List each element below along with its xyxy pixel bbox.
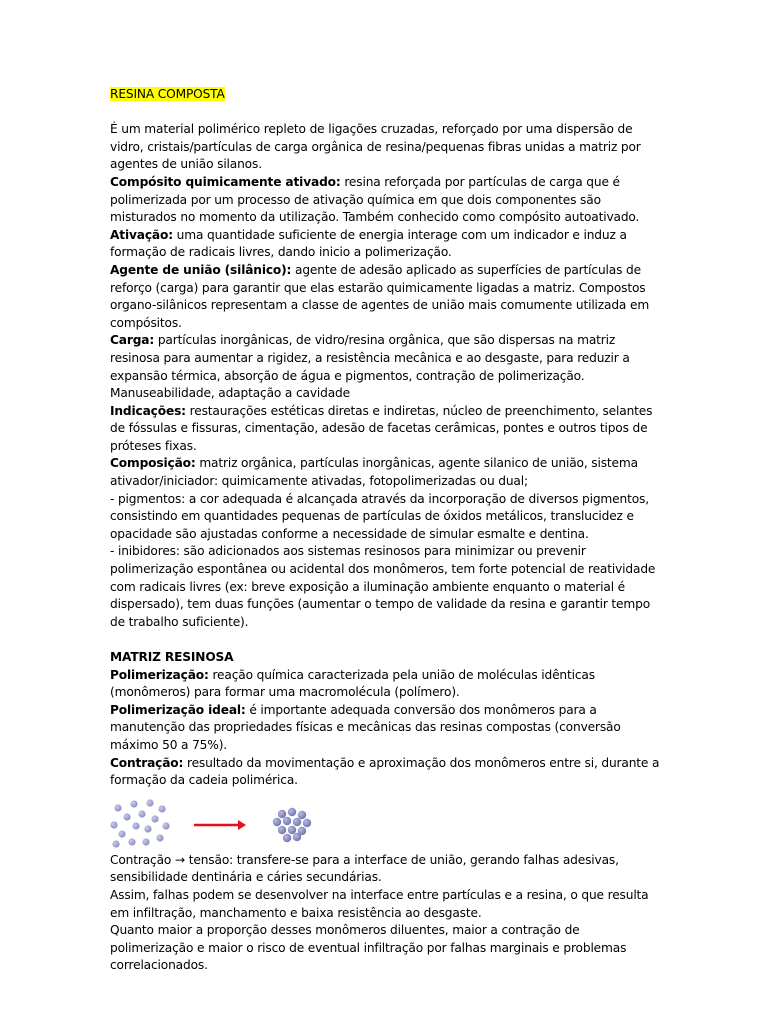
blank-line	[110, 631, 662, 649]
definition-term: Carga:	[110, 333, 155, 348]
title-line	[110, 86, 662, 104]
monomer-particle	[130, 800, 137, 807]
definition-text: uma quantidade suficiente de energia interage com um indicador e induz a formação de radicais livres, dando inicio a polimerização.	[110, 227, 627, 260]
section-heading	[110, 649, 662, 667]
definition-term: Polimerização:	[110, 667, 209, 682]
contraction-tension-paragraph	[110, 852, 662, 887]
definition-term: Composição:	[110, 456, 196, 471]
monomer-particle	[114, 804, 121, 811]
monomer-particle	[278, 826, 286, 834]
monomer-particle	[162, 822, 169, 829]
monomer-particle	[142, 838, 149, 845]
monomer-particle	[298, 811, 306, 819]
definition-text: resina reforçada por partículas de carga que é polimerizada por um processo de ativação química em que dois componentes são misturados no momento da utilização. Também conhecido como compósito autoativado.	[110, 174, 640, 225]
diluent-monomers-paragraph: Quanto maior a proporção desses monômeros diluentes, maior a contração de polimerização e maior o risco de eventual infiltração por falhas marginais e problemas correlacionados.	[110, 923, 627, 973]
definition-term: Contração:	[110, 755, 184, 770]
section-heading-text: MATRIZ RESINOSA	[110, 650, 234, 664]
definition-chemically-activated	[110, 174, 662, 227]
monomer-particle	[110, 821, 117, 828]
definition-text: partículas inorgânicas, de vidro/resina orgânica, que são dispersas na matriz resinosa para aumentar a rigidez, a resistência mecânica e ao desgaste, para reduzir a expansão térmica, absorção de água e pigmentos, contração de polimerização. Manuseabilidade, adaptação a cavidade	[110, 333, 630, 401]
definition-term: Ativação:	[110, 227, 173, 242]
right-arrow-icon: →	[174, 852, 186, 867]
contraction-diagram	[110, 798, 662, 850]
list-item-inhibitors: - inibidores: são adicionados aos sistemas resinosos para minimizar ou prevenir polimerização espontânea ou acidental dos monômeros, tem forte potencial de reatividade com radicais livres (ex: breve exposição a iluminação ambiente enquanto o material é dispersado), tem duas funções (aumentar o tempo de validade da resina e garantir tempo de trabalho suficiente).	[110, 544, 656, 629]
monomer-particle	[123, 813, 130, 820]
failures-paragraph: Assim, falhas podem se desenvolver na interface entre partículas e a resina, o que resulta em infiltração, manchamento e baixa resistência ao desgaste.	[110, 887, 649, 920]
contraction-term: Contração	[110, 852, 172, 867]
definition-text: é importante adequada conversão dos monômeros para a manutenção das propriedades físicas e mecânicas das resinas compostas (conversão máximo 50 a 75%).	[110, 702, 621, 752]
definition-indications	[110, 403, 662, 456]
definition-text: restaurações estéticas diretas e indiretas, núcleo de preenchimento, selantes de fóssulas e fissuras, cimentação, adesão de facetas cerâmicas, pontes e outros tipos de próteses fixas.	[110, 403, 653, 453]
contraction-diagram-svg	[110, 798, 330, 850]
contraction-arrow	[194, 820, 246, 830]
definition-term: Indicações:	[110, 403, 186, 418]
definition-filler	[110, 332, 662, 402]
monomer-particle	[158, 805, 165, 812]
definition-term: Agente de união (silânico):	[110, 262, 292, 277]
monomer-particle	[138, 810, 145, 817]
monomer-particle	[112, 840, 119, 847]
monomer-particle	[132, 822, 139, 829]
definition-coupling-agent	[110, 262, 662, 332]
definition-text: matriz orgânica, partículas inorgânicas, agente silanico de união, sistema ativador/iniciador: quimicamente ativadas, fotopolimerizadas ou dual;	[110, 456, 638, 489]
monomer-particle	[288, 826, 296, 834]
monomer-particle	[303, 819, 311, 827]
definition-text: agente de adesão aplicado as superfícies de partículas de reforço (carga) para garantir que elas estarão quimicamente ligadas a matriz. Compostos organo-silânicos representam a classe de agentes de união mais comumente utilizada em compósitos.	[110, 262, 650, 330]
document-title: RESINA COMPOSTA	[110, 87, 225, 101]
monomer-particle	[283, 834, 291, 842]
monomer-particle	[146, 799, 153, 806]
monomer-particle	[293, 818, 301, 826]
monomer-particle	[273, 818, 281, 826]
monomer-particle	[278, 810, 286, 818]
contracted-monomers	[273, 808, 311, 842]
definition-activation	[110, 227, 662, 262]
blank-line	[110, 104, 662, 122]
monomer-particle	[128, 838, 135, 845]
monomer-particle	[283, 817, 291, 825]
definition-text: resultado da movimentação e aproximação dos monômeros entre si, durante a formação da cadeia polimérica.	[110, 755, 660, 788]
definition-term: Compósito quimicamente ativado:	[110, 174, 341, 189]
contraction-tension-text: tensão: transfere-se para a interface de união, gerando falhas adesivas, sensibilidade dentinária e cáries secundárias.	[110, 852, 619, 885]
definition-composition	[110, 455, 662, 490]
document-body	[110, 86, 662, 975]
monomer-particle	[156, 834, 163, 841]
monomer-particle	[144, 825, 151, 832]
list-item-pigments: - pigmentos: a cor adequada é alcançada através da incorporação de diversos pigmentos, consistindo em quantidades pequenas de partículas de óxidos metálicos, translucidez e opacidade são ajustadas conforme a necessidade de simular esmalte e dentina.	[110, 491, 649, 541]
definition-polymerization	[110, 667, 662, 702]
definition-ideal-polymerization	[110, 702, 662, 755]
monomer-particle	[293, 833, 301, 841]
definition-text: reação química caracterizada pela união de moléculas idênticas (monômeros) para formar uma macromolécula (polímero).	[110, 667, 595, 700]
intro-paragraph: É um material polimérico repleto de ligações cruzadas, reforçado por uma dispersão de vidro, cristais/partículas de carga orgânica de resina/pequenas fibras unidas a matriz por agentes de união silanos.	[110, 122, 641, 172]
monomer-particle	[288, 808, 296, 816]
monomer-particle	[151, 815, 158, 822]
monomer-particle	[118, 830, 125, 837]
definition-term: Polimerização ideal:	[110, 702, 246, 717]
dispersed-monomers	[110, 799, 169, 847]
definition-contraction	[110, 755, 662, 790]
